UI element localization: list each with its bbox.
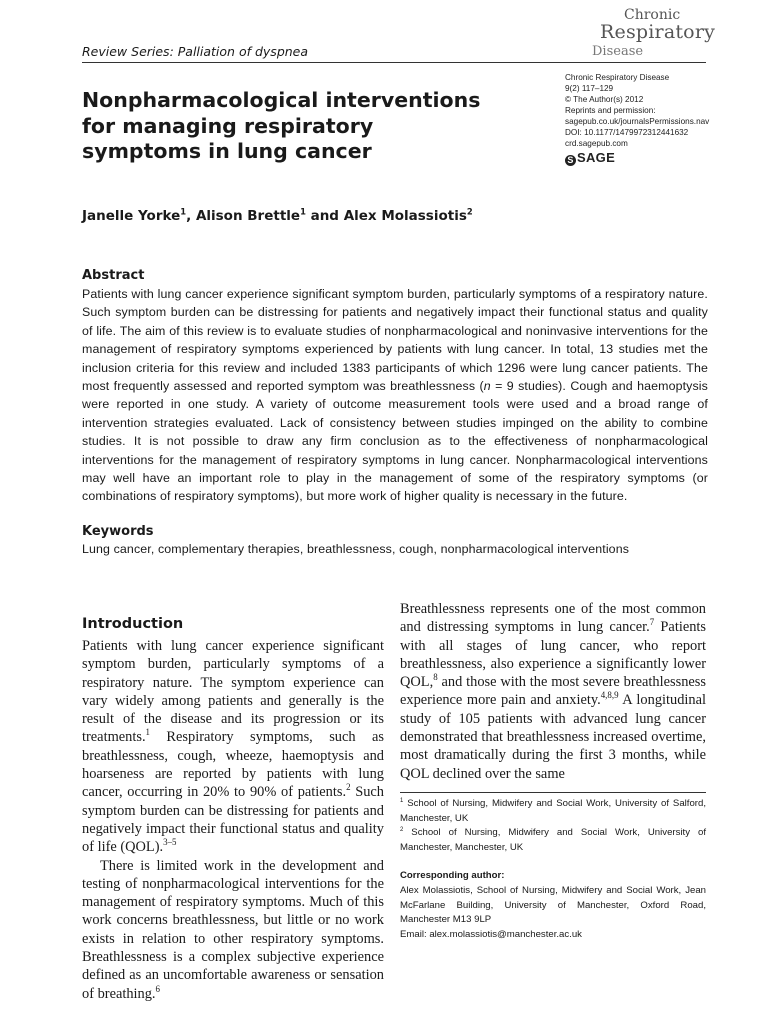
corresponding-email[interactable]: Email: alex.molassiotis@manchester.ac.uk (400, 928, 582, 940)
text-run: There is limited work in the development and testing of nonpharmacological interventions for the management of respiratory symptoms. Much of this work concerns breathlessness, but little or no work exists in relation to other respiratory symptoms. Breathlessness is a complex subjective experience defined as an uncomfortable awareness or sensation of breathing. (82, 857, 384, 1002)
footnotes (400, 797, 706, 942)
journal-logo (588, 8, 716, 60)
citation-ref[interactable]: 4,8,9 (600, 690, 619, 701)
citation-ref[interactable]: 2 (346, 782, 351, 793)
left-column (82, 637, 384, 1003)
text-run: Patients with lung cancer experience significant symptom burden, particularly symptoms of a respiratory nature. The symptom experience can vary widely among patients and generally is the result of the disease and its progression or its treatments. (82, 638, 384, 746)
meta-website[interactable]: crd.sagepub.com (565, 139, 628, 148)
text-run: Such symptom burden can be distressing for patients and negatively impact their functional status and quality of life (QOL). (82, 784, 384, 856)
header-rule (82, 62, 706, 63)
citation-ref[interactable]: 7 (649, 617, 655, 628)
author-name: Alex Molassiotis (343, 208, 467, 224)
article-title: Nonpharmacological interventions for managing respiratory symptoms in lung cancer (82, 88, 481, 163)
meta-journal: Chronic Respiratory Disease (565, 73, 670, 82)
keywords-text: Lung cancer, complementary therapies, breathlessness, cough, nonpharmacological interventions (82, 542, 630, 556)
meta-copyright: © The Author(s) 2012 (565, 95, 644, 104)
corresponding-heading: Corresponding author: (400, 870, 505, 882)
author-name: Alison Brettle (195, 208, 301, 224)
author-affiliation: 1 (300, 206, 306, 217)
author-separator: and (305, 208, 344, 224)
right-column (400, 600, 706, 783)
author-list (82, 208, 473, 224)
affiliation-text: School of Nursing, Midwifery and Social Work, University of Manchester, Manchester, UK (400, 827, 706, 853)
introduction-heading: Introduction (82, 616, 184, 632)
journal-meta (565, 72, 709, 166)
citation-ref[interactable]: 1 (145, 727, 150, 738)
paragraph (82, 637, 384, 857)
citation-ref[interactable]: 3–5 (163, 837, 177, 848)
publisher-name: SAGE (577, 150, 616, 165)
series-label: Review Series: Palliation of dyspnea (82, 44, 309, 59)
meta-reprints: Reprints and permission: (565, 106, 656, 115)
author-name: Janelle Yorke (82, 208, 181, 224)
italic-text: n (483, 379, 491, 394)
text-run: and those with the most severe breathlessness experience more pain and anxiety. (400, 674, 706, 709)
abstract-text (82, 285, 708, 506)
logo-line-1: Chronic (624, 7, 681, 23)
paragraph (400, 600, 706, 783)
keywords-heading: Keywords (82, 524, 154, 539)
affiliation-number: 2 (400, 827, 404, 833)
text-run: = 9 studies). Cough and haemoptysis were reported in one study. A variety of outcome measurement tools were used and a broad range of intervention strategies evaluated. Lack of consistency between studies impinged on the ability to combine studies. It is not possible to draw any firm conclusion as to the effectiveness of nonpharmacological interventions for the management of respiratory symptoms in lung cancer. Nonpharmacological interventions may well have an important role to play in the management of some of the respiratory symptoms (or combinations of respiratory symptoms), but more work of higher quality is necessary in the future. (82, 379, 708, 504)
affiliation-number: 1 (400, 797, 404, 804)
citation-ref[interactable]: 6 (155, 983, 160, 994)
footnote-rule (400, 792, 706, 793)
affiliation-1 (400, 797, 706, 826)
text-run: Patients with all stages of lung cancer, who report breathlessness, also experience a significantly lower QOL, (400, 619, 706, 691)
publisher-logo (565, 150, 709, 166)
affiliation-text: School of Nursing, Midwifery and Social Work, University of Salford, Manchester, UK (400, 798, 706, 824)
paragraph (82, 857, 384, 1003)
meta-permissions-link[interactable]: sagepub.co.uk/journalsPermissions.nav (565, 117, 710, 126)
author-separator: , (186, 208, 196, 224)
citation-ref[interactable]: 8 (433, 672, 438, 683)
meta-volume: 9(2) 117–129 (565, 84, 614, 93)
author-affiliation: 2 (466, 206, 473, 217)
abstract-heading: Abstract (82, 268, 145, 283)
author-affiliation: 1 (180, 206, 187, 217)
meta-doi[interactable]: DOI: 10.1177/1479972312441632 (565, 128, 689, 137)
text-run: Patients with lung cancer experience significant symptom burden, particularly symptoms of a respiratory nature. Such symptom burden can be distressing for patients and negatively impact their functional status and quality of life. The aim of this review is to evaluate studies of nonpharmacological and noninvasive interventions for the management of respiratory symptoms experienced by patients with lung cancer. In total, 13 studies met the inclusion criteria for this review and included 1383 participants of which 1296 were lung cancer patients. The most frequently assessed and reported symptom was breathlessness ( (82, 287, 708, 394)
logo-line-3: Disease (592, 44, 644, 59)
text-run: A longitudinal study of 105 patients with advanced lung cancer demonstrated that breathlessness increased overtime, most dramatically during the first 3 months, while QOL declined over the same (400, 692, 706, 782)
text-run: Breathlessness represents one of the most common and distressing symptoms in lung cancer. (400, 601, 706, 636)
sage-icon: S (565, 155, 576, 166)
corresponding-address: Alex Molassiotis, School of Nursing, Midwifery and Social Work, Jean McFarlane Building, University of Manchester, Oxford Road, Manchester M13 9LP (400, 884, 706, 926)
affiliation-2 (400, 826, 706, 855)
logo-line-2: Respiratory (600, 21, 716, 43)
text-run: Respiratory symptoms, such as breathlessness, cough, wheeze, haemoptysis and hoarseness are reported by patients with lung cancer, occurring in 20% to 90% of patients. (82, 729, 384, 801)
